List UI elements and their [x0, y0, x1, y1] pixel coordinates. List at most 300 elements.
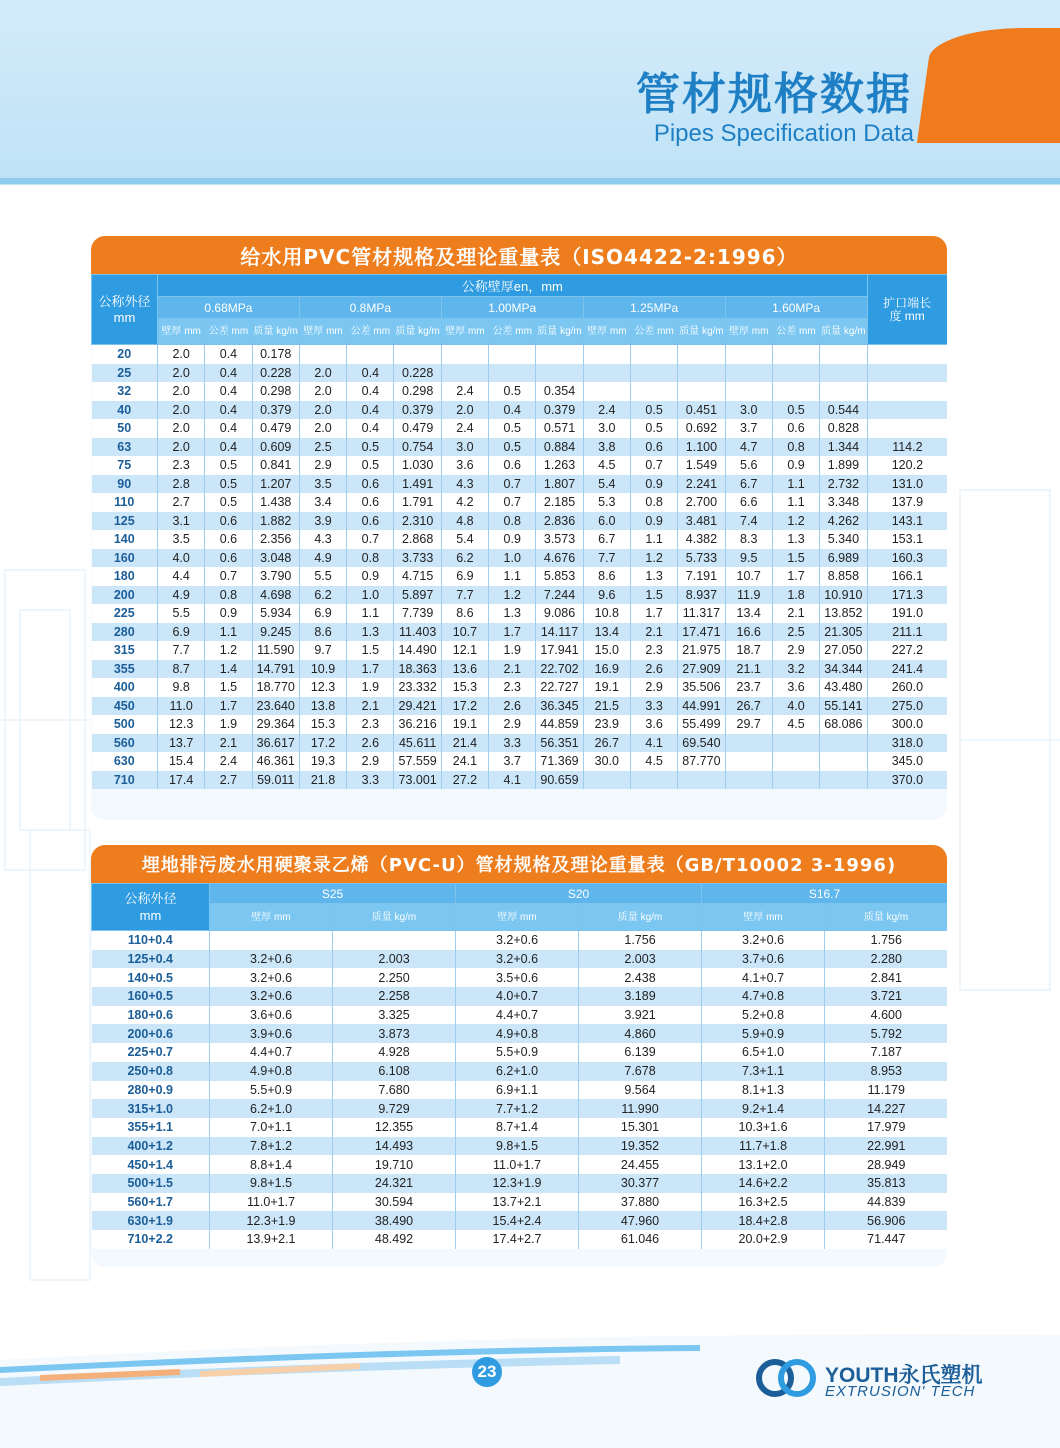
value-cell: 2.5 [299, 438, 346, 457]
value-cell: 13.4 [725, 604, 772, 623]
value-cell [441, 345, 488, 364]
value-cell: 2.4 [583, 401, 630, 420]
value-cell: 8.858 [820, 567, 867, 586]
value-cell: 3.3 [347, 771, 394, 790]
value-cell: 1.9 [205, 715, 252, 734]
socket-cell [867, 364, 947, 383]
value-cell: 1.9 [489, 641, 536, 660]
value-cell: 17.4+2.7 [456, 1230, 579, 1249]
value-cell: 0.6 [630, 438, 677, 457]
socket-cell: 153.1 [867, 530, 947, 549]
od-cell: 710 [92, 771, 158, 790]
value-cell: 2.0 [299, 364, 346, 383]
table-row [92, 1024, 948, 1043]
value-cell: 6.9 [299, 604, 346, 623]
table1-title: 给水用PVC管材规格及理论重量表（ISO4422-2:1996） [91, 236, 947, 274]
t2-sub-header-mass: 质量 kg/m [825, 904, 947, 931]
table-row [92, 345, 948, 364]
value-cell: 36.216 [394, 715, 441, 734]
value-cell: 4.5 [772, 715, 819, 734]
value-cell: 0.6 [347, 493, 394, 512]
value-cell: 0.828 [820, 419, 867, 438]
table-row [92, 512, 948, 531]
value-cell: 5.2+0.8 [702, 1006, 825, 1025]
sub-header-tol: 公差 mm [630, 319, 677, 345]
value-cell: 9.7 [299, 641, 346, 660]
sub-header-tol: 公差 mm [347, 319, 394, 345]
od-cell: 280 [92, 623, 158, 642]
table-row [92, 678, 948, 697]
value-cell: 0.4 [205, 345, 252, 364]
od-cell: 710+2.2 [92, 1230, 210, 1249]
socket-cell: 191.0 [867, 604, 947, 623]
value-cell: 2.9 [299, 456, 346, 475]
value-cell: 29.364 [252, 715, 299, 734]
value-cell: 6.6 [725, 493, 772, 512]
value-cell: 14.6+2.2 [702, 1174, 825, 1193]
value-cell: 0.4 [347, 382, 394, 401]
value-cell: 21.4 [441, 734, 488, 753]
table-row [92, 968, 948, 987]
value-cell: 37.880 [579, 1193, 702, 1212]
value-cell: 1.1 [489, 567, 536, 586]
value-cell: 0.5 [205, 475, 252, 494]
value-cell: 1.899 [820, 456, 867, 475]
value-cell: 3.5 [299, 475, 346, 494]
value-cell: 13.1+2.0 [702, 1155, 825, 1174]
value-cell: 2.3 [158, 456, 205, 475]
value-cell: 3.1 [158, 512, 205, 531]
value-cell: 7.187 [825, 1043, 947, 1062]
value-cell: 0.298 [394, 382, 441, 401]
value-cell: 11.0+1.7 [210, 1193, 333, 1212]
value-cell: 1.3 [630, 567, 677, 586]
value-cell: 10.910 [820, 586, 867, 605]
page-number: 23 [472, 1357, 502, 1387]
value-cell: 4.4+0.7 [456, 1006, 579, 1025]
value-cell: 1.0 [347, 586, 394, 605]
value-cell: 2.0 [441, 401, 488, 420]
value-cell: 2.438 [579, 968, 702, 987]
value-cell: 5.897 [394, 586, 441, 605]
value-cell: 1.0 [489, 549, 536, 568]
value-cell [583, 771, 630, 790]
value-cell: 38.490 [333, 1211, 456, 1230]
value-cell: 7.191 [678, 567, 725, 586]
value-cell: 8.953 [825, 1062, 947, 1081]
value-cell: 30.594 [333, 1193, 456, 1212]
value-cell: 22.702 [536, 660, 583, 679]
value-cell: 3.048 [252, 549, 299, 568]
value-cell: 21.1 [725, 660, 772, 679]
value-cell: 2.7 [205, 771, 252, 790]
value-cell: 4.1 [630, 734, 677, 753]
value-cell: 0.609 [252, 438, 299, 457]
value-cell: 2.0 [299, 401, 346, 420]
value-cell: 8.8+1.4 [210, 1155, 333, 1174]
value-cell: 5.3 [583, 493, 630, 512]
value-cell: 3.573 [536, 530, 583, 549]
table-row [92, 771, 948, 790]
value-cell: 55.141 [820, 697, 867, 716]
value-cell: 0.7 [489, 493, 536, 512]
value-cell: 6.9+1.1 [456, 1081, 579, 1100]
value-cell: 0.5 [205, 493, 252, 512]
socket-cell [867, 401, 947, 420]
sub-header-mass: 质量 kg/m [820, 319, 867, 345]
value-cell [772, 364, 819, 383]
series-header: S25 [210, 884, 456, 904]
value-cell: 3.790 [252, 567, 299, 586]
table-row [92, 438, 948, 457]
value-cell: 4.928 [333, 1043, 456, 1062]
value-cell: 21.5 [583, 697, 630, 716]
socket-cell [867, 419, 947, 438]
value-cell: 27.909 [678, 660, 725, 679]
table-row [92, 1193, 948, 1212]
value-cell: 1.344 [820, 438, 867, 457]
table-row [92, 1006, 948, 1025]
value-cell: 0.479 [394, 419, 441, 438]
value-cell: 13.852 [820, 604, 867, 623]
value-cell [772, 752, 819, 771]
brand-tagline: EXTRUSION' TECH [825, 1383, 976, 1400]
value-cell: 1.1 [772, 493, 819, 512]
value-cell: 4.0+0.7 [456, 987, 579, 1006]
value-cell: 0.5 [630, 419, 677, 438]
value-cell: 11.9 [725, 586, 772, 605]
value-cell: 3.9 [299, 512, 346, 531]
socket-cell: 131.0 [867, 475, 947, 494]
value-cell: 12.3+1.9 [456, 1174, 579, 1193]
value-cell: 6.2+1.0 [456, 1062, 579, 1081]
table-row [92, 549, 948, 568]
od-cell: 315 [92, 641, 158, 660]
value-cell: 17.471 [678, 623, 725, 642]
table-row [92, 401, 948, 420]
socket-cell: 171.3 [867, 586, 947, 605]
value-cell [394, 345, 441, 364]
value-cell: 0.7 [205, 567, 252, 586]
value-cell: 2.3 [630, 641, 677, 660]
value-cell: 3.2+0.6 [210, 968, 333, 987]
table-row [92, 493, 948, 512]
value-cell: 3.348 [820, 493, 867, 512]
value-cell: 1.5 [347, 641, 394, 660]
table-row [92, 752, 948, 771]
value-cell: 71.369 [536, 752, 583, 771]
table-row [92, 715, 948, 734]
value-cell: 0.5 [205, 456, 252, 475]
value-cell: 15.3 [441, 678, 488, 697]
value-cell: 44.991 [678, 697, 725, 716]
value-cell: 2.003 [579, 950, 702, 969]
value-cell: 0.571 [536, 419, 583, 438]
socket-cell: 345.0 [867, 752, 947, 771]
value-cell: 6.2 [299, 586, 346, 605]
value-cell: 6.9 [441, 567, 488, 586]
od-cell: 110+0.4 [92, 931, 210, 950]
value-cell: 1.1 [630, 530, 677, 549]
value-cell: 23.7 [725, 678, 772, 697]
pvc-water-table [91, 274, 947, 789]
value-cell: 6.2+1.0 [210, 1099, 333, 1118]
value-cell: 1.030 [394, 456, 441, 475]
sub-header-mass: 质量 kg/m [394, 319, 441, 345]
od-cell: 560 [92, 734, 158, 753]
value-cell: 14.227 [825, 1099, 947, 1118]
value-cell: 71.447 [825, 1230, 947, 1249]
value-cell: 44.839 [825, 1193, 947, 1212]
table-row [92, 1099, 948, 1118]
value-cell: 2.258 [333, 987, 456, 1006]
value-cell: 3.6 [441, 456, 488, 475]
value-cell: 5.340 [820, 530, 867, 549]
table-row [92, 419, 948, 438]
table-row [92, 364, 948, 383]
pressure-header: 1.60MPa [725, 297, 867, 319]
value-cell: 17.979 [825, 1118, 947, 1137]
page-header [0, 0, 1060, 185]
value-cell: 5.853 [536, 567, 583, 586]
value-cell: 29.421 [394, 697, 441, 716]
value-cell: 2.1 [772, 604, 819, 623]
value-cell: 69.540 [678, 734, 725, 753]
value-cell: 3.6 [772, 678, 819, 697]
value-cell: 1.7 [772, 567, 819, 586]
value-cell: 4.8 [441, 512, 488, 531]
value-cell [725, 382, 772, 401]
value-cell: 26.7 [725, 697, 772, 716]
value-cell: 19.1 [583, 678, 630, 697]
value-cell: 1.3 [347, 623, 394, 642]
value-cell: 24.455 [579, 1155, 702, 1174]
value-cell: 2.0 [158, 438, 205, 457]
value-cell: 2.356 [252, 530, 299, 549]
value-cell: 2.250 [333, 968, 456, 987]
value-cell: 1.791 [394, 493, 441, 512]
value-cell: 1.7 [205, 697, 252, 716]
value-cell: 5.5+0.9 [456, 1043, 579, 1062]
value-cell: 2.9 [489, 715, 536, 734]
value-cell: 11.179 [825, 1081, 947, 1100]
value-cell [630, 382, 677, 401]
sub-header-wall: 壁厚 mm [583, 319, 630, 345]
value-cell: 2.8 [158, 475, 205, 494]
value-cell: 7.7 [158, 641, 205, 660]
value-cell: 8.6 [583, 567, 630, 586]
value-cell: 0.8 [347, 549, 394, 568]
value-cell: 3.3 [489, 734, 536, 753]
socket-cell: 241.4 [867, 660, 947, 679]
value-cell: 3.5+0.6 [456, 968, 579, 987]
value-cell: 0.884 [536, 438, 583, 457]
value-cell: 1.7 [489, 623, 536, 642]
value-cell: 13.6 [441, 660, 488, 679]
value-cell: 14.791 [252, 660, 299, 679]
value-cell: 11.7+1.8 [702, 1137, 825, 1156]
value-cell [299, 345, 346, 364]
table-row [92, 734, 948, 753]
t2-sub-header-wall: 壁厚 mm [456, 904, 579, 931]
socket-cell [867, 382, 947, 401]
value-cell: 19.710 [333, 1155, 456, 1174]
value-cell: 15.0 [583, 641, 630, 660]
table-row [92, 931, 948, 950]
sub-header-wall: 壁厚 mm [158, 319, 205, 345]
value-cell: 68.086 [820, 715, 867, 734]
value-cell: 8.6 [441, 604, 488, 623]
pressure-header: 1.00MPa [441, 297, 583, 319]
value-cell: 4.5 [630, 752, 677, 771]
value-cell: 4.1 [489, 771, 536, 790]
value-cell [441, 364, 488, 383]
od-cell: 450+1.4 [92, 1155, 210, 1174]
value-cell: 9.6 [583, 586, 630, 605]
value-cell: 4.4 [158, 567, 205, 586]
value-cell: 2.841 [825, 968, 947, 987]
value-cell: 2.0 [158, 382, 205, 401]
value-cell: 1.263 [536, 456, 583, 475]
sub-header-wall: 壁厚 mm [299, 319, 346, 345]
od-cell: 355 [92, 660, 158, 679]
value-cell: 0.228 [252, 364, 299, 383]
value-cell: 4.262 [820, 512, 867, 531]
t2-sub-header-wall: 壁厚 mm [210, 904, 333, 931]
value-cell: 0.354 [536, 382, 583, 401]
value-cell: 2.0 [299, 382, 346, 401]
value-cell: 2.185 [536, 493, 583, 512]
value-cell: 87.770 [678, 752, 725, 771]
od-cell: 450 [92, 697, 158, 716]
value-cell: 2.700 [678, 493, 725, 512]
value-cell: 0.9 [772, 456, 819, 475]
value-cell [772, 771, 819, 790]
value-cell: 36.617 [252, 734, 299, 753]
value-cell: 5.4 [441, 530, 488, 549]
value-cell: 0.8 [205, 586, 252, 605]
value-cell: 2.4 [205, 752, 252, 771]
value-cell: 15.3 [299, 715, 346, 734]
value-cell: 17.941 [536, 641, 583, 660]
socket-cell: 227.2 [867, 641, 947, 660]
value-cell: 5.733 [678, 549, 725, 568]
od-cell: 200 [92, 586, 158, 605]
value-cell: 23.9 [583, 715, 630, 734]
value-cell: 9.8 [158, 678, 205, 697]
value-cell: 13.4 [583, 623, 630, 642]
value-cell: 4.9 [158, 586, 205, 605]
value-cell: 4.3 [299, 530, 346, 549]
value-cell: 2.4 [441, 419, 488, 438]
value-cell: 0.7 [630, 456, 677, 475]
value-cell: 14.493 [333, 1137, 456, 1156]
value-cell: 12.355 [333, 1118, 456, 1137]
value-cell: 0.4 [489, 401, 536, 420]
value-cell: 0.4 [347, 419, 394, 438]
value-cell [820, 734, 867, 753]
value-cell: 3.0 [583, 419, 630, 438]
pressure-header: 1.25MPa [583, 297, 725, 319]
value-cell: 26.7 [583, 734, 630, 753]
value-cell: 11.0+1.7 [456, 1155, 579, 1174]
value-cell [583, 364, 630, 383]
value-cell: 2.836 [536, 512, 583, 531]
value-cell: 16.3+2.5 [702, 1193, 825, 1212]
value-cell: 19.3 [299, 752, 346, 771]
value-cell: 0.4 [347, 364, 394, 383]
value-cell: 0.178 [252, 345, 299, 364]
od-cell: 125+0.4 [92, 950, 210, 969]
table-row [92, 567, 948, 586]
value-cell: 1.1 [347, 604, 394, 623]
value-cell: 59.011 [252, 771, 299, 790]
value-cell: 27.050 [820, 641, 867, 660]
pressure-header: 0.8MPa [299, 297, 441, 319]
value-cell: 4.3 [441, 475, 488, 494]
value-cell: 6.108 [333, 1062, 456, 1081]
sub-header-mass: 质量 kg/m [252, 319, 299, 345]
value-cell: 7.244 [536, 586, 583, 605]
socket-cell: 300.0 [867, 715, 947, 734]
value-cell: 0.6 [347, 475, 394, 494]
od-cell: 140+0.5 [92, 968, 210, 987]
table-row [92, 382, 948, 401]
value-cell: 1.491 [394, 475, 441, 494]
value-cell: 2.280 [825, 950, 947, 969]
value-cell: 22.991 [825, 1137, 947, 1156]
value-cell: 47.960 [579, 1211, 702, 1230]
value-cell: 11.317 [678, 604, 725, 623]
od-cell: 355+1.1 [92, 1118, 210, 1137]
od-cell: 63 [92, 438, 158, 457]
value-cell: 10.7 [441, 623, 488, 642]
od-cell: 110 [92, 493, 158, 512]
value-cell: 2.0 [158, 419, 205, 438]
value-cell: 3.189 [579, 987, 702, 1006]
value-cell: 0.6 [772, 419, 819, 438]
value-cell: 0.692 [678, 419, 725, 438]
value-cell: 0.451 [678, 401, 725, 420]
t2-col-od-header: 公称外径 mm [92, 884, 210, 931]
page-title-en: Pipes Specification Data [653, 120, 914, 147]
table-row [92, 456, 948, 475]
value-cell: 18.4+2.8 [702, 1211, 825, 1230]
value-cell: 1.438 [252, 493, 299, 512]
value-cell: 10.8 [583, 604, 630, 623]
value-cell [630, 771, 677, 790]
od-cell: 90 [92, 475, 158, 494]
value-cell: 9.086 [536, 604, 583, 623]
value-cell: 2.9 [772, 641, 819, 660]
value-cell: 13.8 [299, 697, 346, 716]
value-cell: 2.5 [772, 623, 819, 642]
value-cell: 18.7 [725, 641, 772, 660]
value-cell: 4.1+0.7 [702, 968, 825, 987]
table-row [92, 660, 948, 679]
table-row [92, 697, 948, 716]
value-cell: 10.9 [299, 660, 346, 679]
value-cell: 4.382 [678, 530, 725, 549]
value-cell: 20.0+2.9 [702, 1230, 825, 1249]
value-cell: 18.770 [252, 678, 299, 697]
value-cell: 36.345 [536, 697, 583, 716]
value-cell: 11.590 [252, 641, 299, 660]
value-cell [725, 771, 772, 790]
value-cell: 61.046 [579, 1230, 702, 1249]
value-cell [725, 345, 772, 364]
value-cell: 9.8+1.5 [456, 1137, 579, 1156]
